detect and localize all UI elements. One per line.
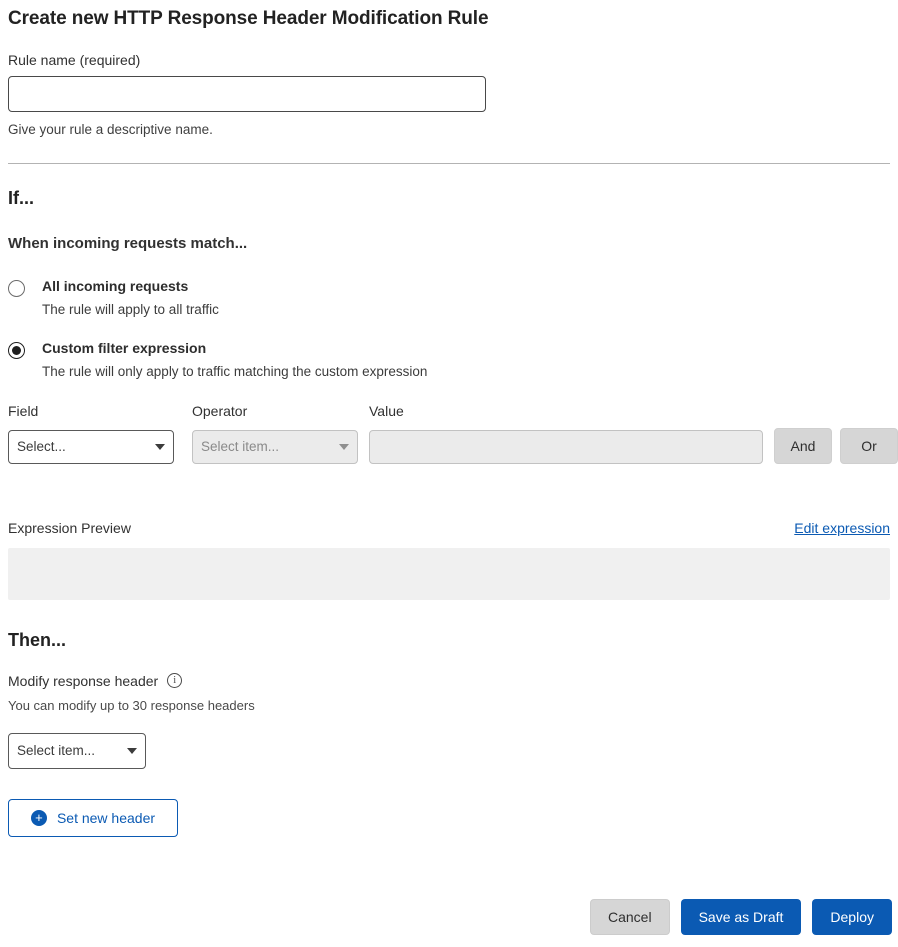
operator-column-label: Operator [192,402,248,419]
edit-expression-link[interactable]: Edit expression [794,519,890,536]
value-column-label: Value [369,402,404,419]
expression-builder-row [6,403,892,464]
operator-select-value: Select item... [201,439,280,455]
radio-option-custom-filter[interactable] [8,340,892,380]
field-select[interactable] [8,430,174,464]
modify-response-header-help: You can modify up to 30 response headers [8,697,255,713]
radio-icon-all-requests[interactable] [8,280,25,297]
set-new-header-button[interactable] [8,799,178,837]
rule-name-group [6,52,892,137]
operator-column [192,403,358,464]
and-button[interactable]: And [774,428,832,464]
then-section-heading: Then... [8,629,66,650]
radio-icon-custom-filter[interactable] [8,342,25,359]
or-button[interactable]: Or [840,428,898,464]
radio-description-all-requests: The rule will apply to all traffic [42,301,219,317]
chevron-down-icon [127,748,137,754]
if-section-subheading: When incoming requests match... [8,235,248,252]
set-new-header-label: Set new header [56,809,156,826]
rule-name-label: Rule name (required) [8,52,141,68]
info-icon[interactable]: i [167,673,182,688]
save-as-draft-button[interactable]: Save as Draft [681,899,802,935]
radio-option-all-requests[interactable] [8,278,892,318]
match-mode-radio-group [6,278,892,381]
rule-name-help: Give your rule a descriptive name. [8,122,213,137]
expression-preview-label: Expression Preview [8,519,131,536]
section-divider [8,163,890,164]
rule-name-input[interactable] [8,76,486,112]
expression-preview-box [8,548,890,600]
expression-preview-header [6,520,892,536]
operator-select[interactable] [192,430,358,464]
page-title: Create new HTTP Response Header Modification Rule [8,8,489,29]
header-action-select[interactable] [8,733,146,769]
value-input[interactable] [369,430,763,464]
plus-icon: + [31,810,47,826]
field-column-label: Field [8,402,39,419]
chevron-down-icon [155,444,165,450]
radio-description-custom-filter: The rule will only apply to traffic matching the custom expression [42,363,428,379]
form-footer [590,899,892,935]
deploy-button[interactable]: Deploy [812,899,892,935]
chevron-down-icon [339,444,349,450]
field-select-value: Select... [17,439,66,455]
modify-response-header-row [6,673,892,689]
field-column [8,403,174,464]
header-action-select-value: Select item... [17,743,96,759]
radio-label-all-requests: All incoming requests [42,278,189,294]
radio-label-custom-filter: Custom filter expression [42,340,207,357]
modify-response-header-label: Modify response header [8,672,159,689]
cancel-button[interactable]: Cancel [590,899,670,935]
value-column [369,403,763,464]
if-section-heading: If... [8,188,34,208]
